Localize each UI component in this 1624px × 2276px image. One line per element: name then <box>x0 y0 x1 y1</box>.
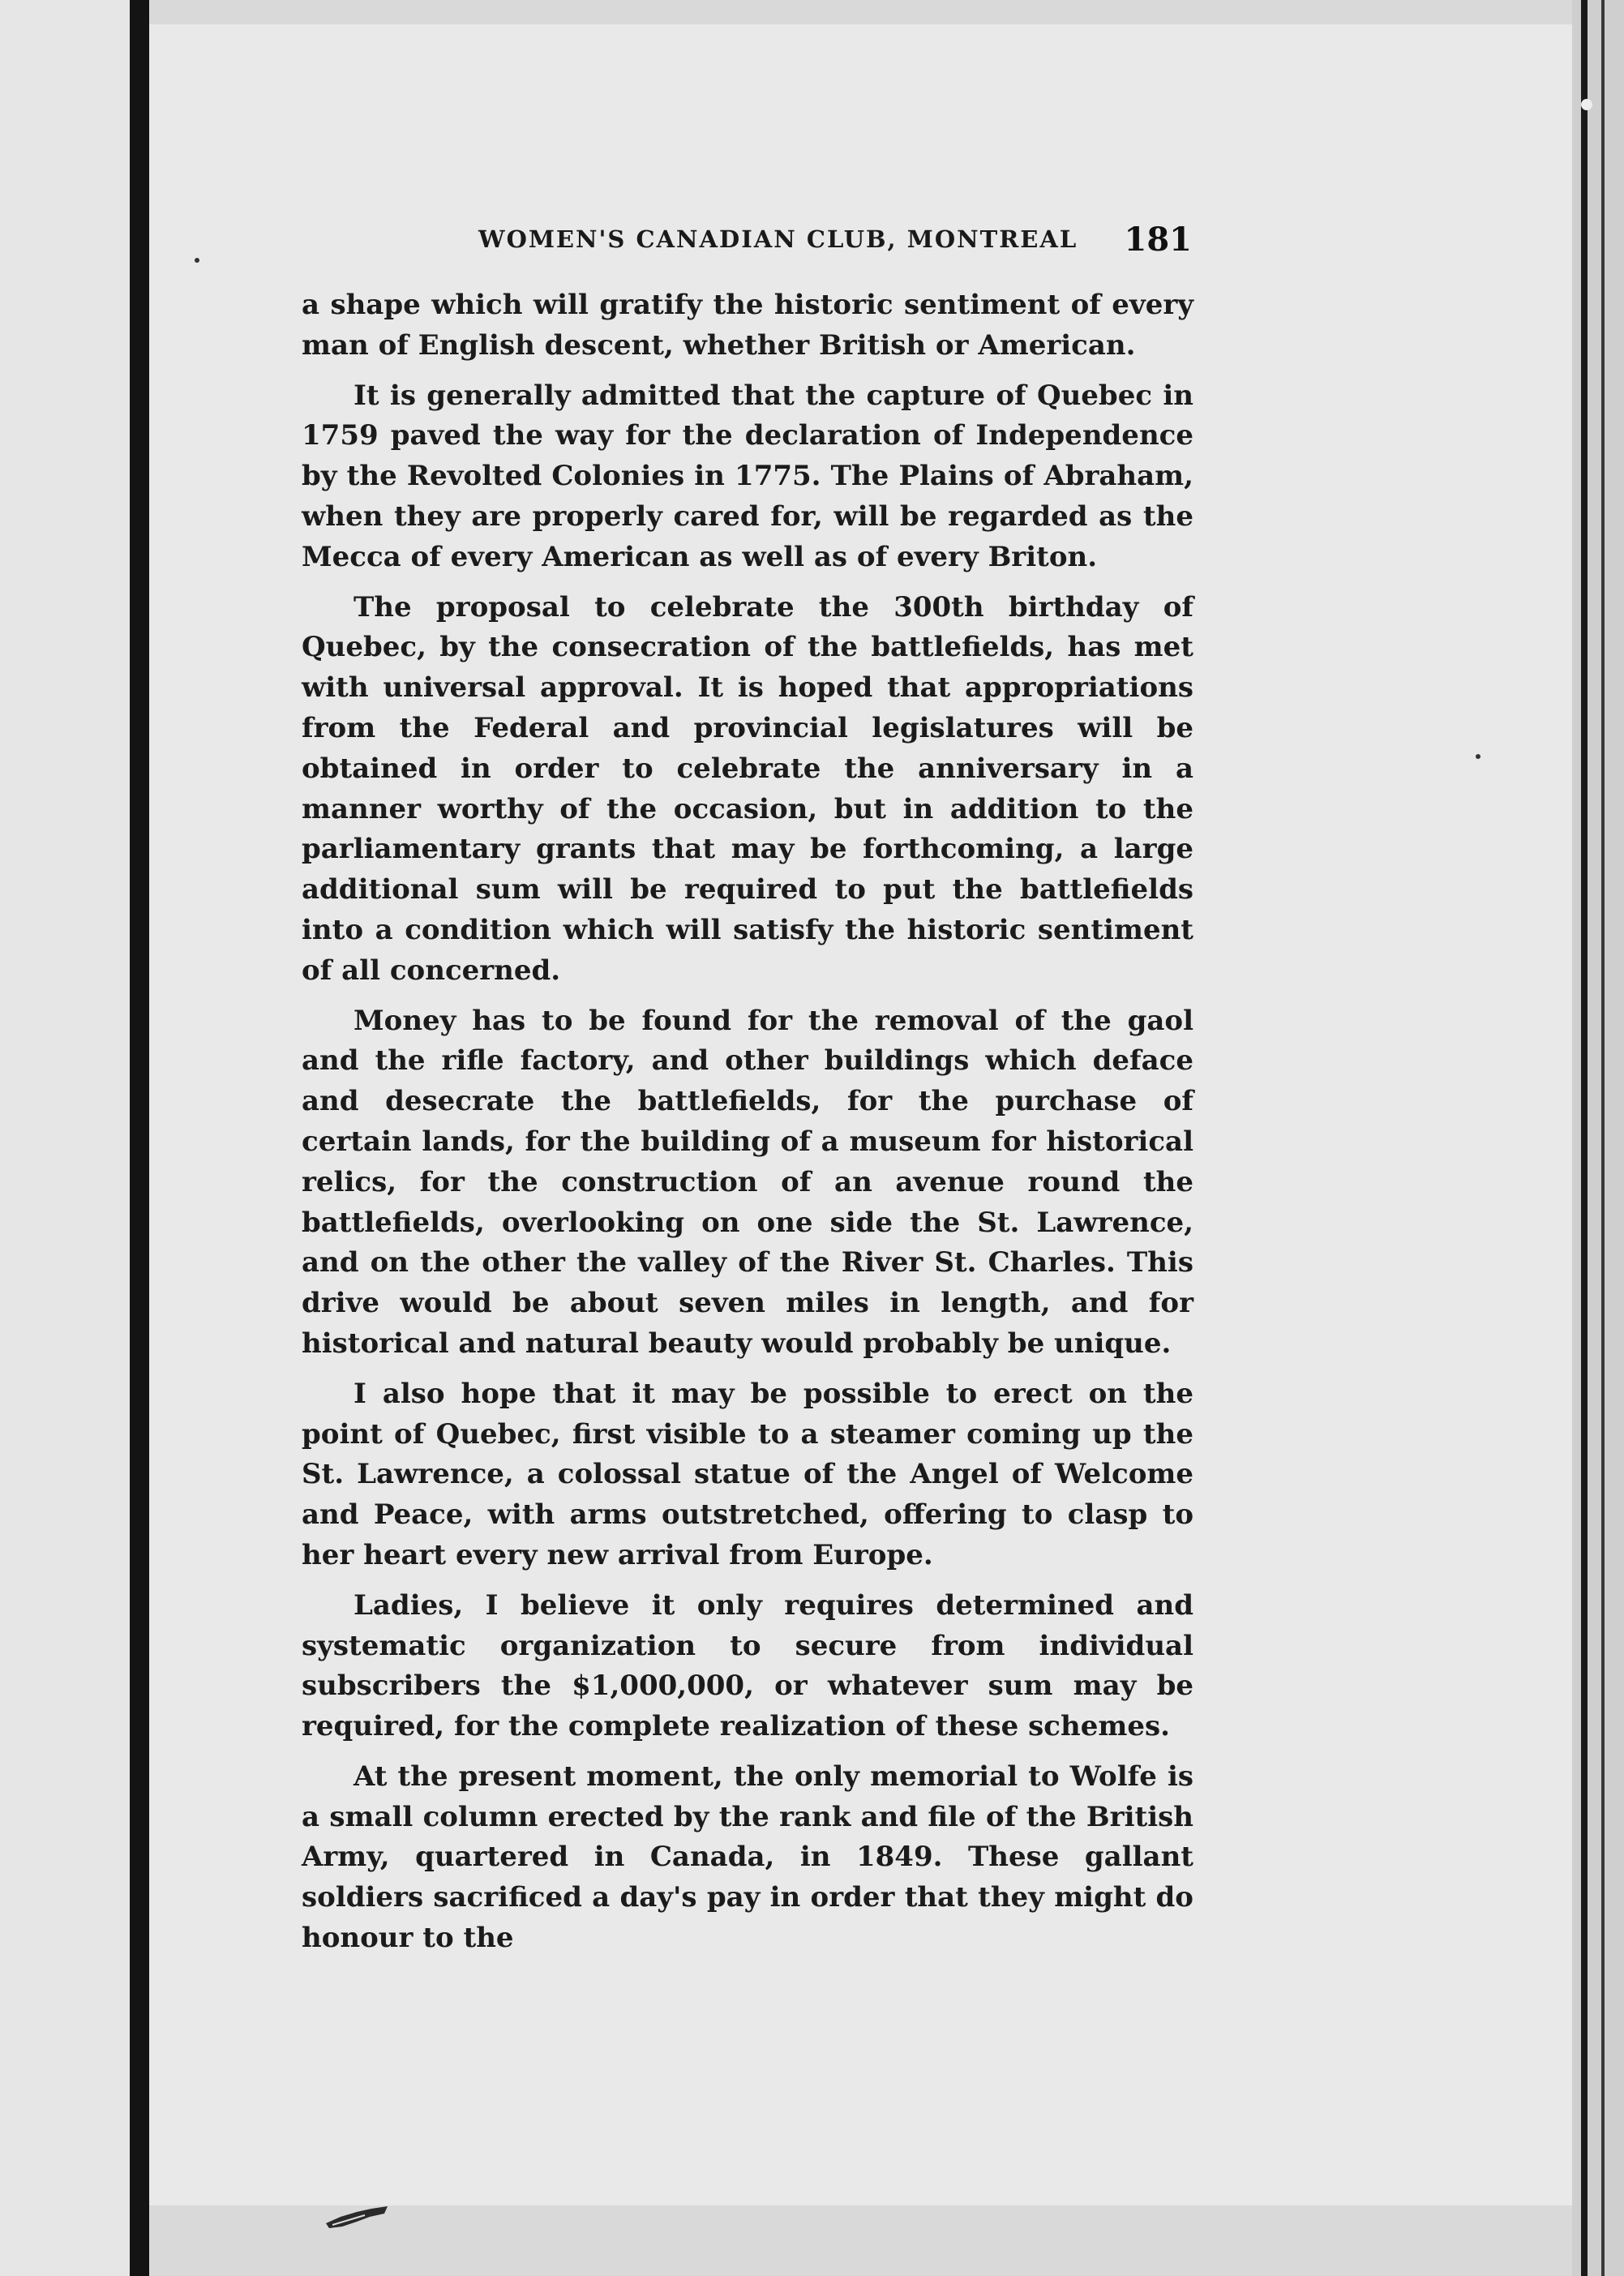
paragraph: The proposal to celebrate the 300th birthday of Quebec, by the consecration of the battlefields, has met with universal approval. It is hoped that appropriations from the Federal and provincial legislatures will be obtained in order to celebrate the anniversary in a manner worthy of the occasion, but in addition to the parliamentary grants that may be forthcoming, a large additional sum will be required to put the battlefields into a condition which will satisfy the historic sentiment of all concerned. <box>302 590 1193 987</box>
paragraph: a shape which will gratify the historic sentiment of every man of English descent, whether British or American. <box>302 289 1193 362</box>
paragraph: Ladies, I believe it only requires determined and systematic organization to secure from individual subscribers the $1,000,000, or whatever sum may be required, for the complete realization of these schemes. <box>302 1588 1193 1743</box>
page-right-edge <box>1572 0 1624 2276</box>
page-number: 181 <box>1124 221 1192 259</box>
scan-speck <box>1581 99 1592 110</box>
page-right-border-inner <box>1601 0 1605 2276</box>
running-title: WOMEN'S CANADIAN CLUB, MONTREAL <box>478 225 1078 253</box>
paragraph: I also hope that it may be possible to erect on the point of Quebec, first visible to a steamer coming up the St. Lawrence, a colossal statue of the Angel of Welcome and Peace, with arms outstretched, offering to clasp to her heart every new arrival from Europe. <box>302 1377 1193 1571</box>
page-header <box>478 221 1192 266</box>
body-text <box>302 285 1193 1969</box>
facing-page-edge <box>0 0 130 2276</box>
scan-speck <box>1476 754 1480 759</box>
paragraph: It is generally admitted that the capture of Quebec in 1759 paved the way for the declaration of Independence by the Revolted Colonies in 1775. The Plains of Abraham, when they are properly cared for, will be regarded as the Mecca of every American as well as of every Briton. <box>302 379 1193 573</box>
paragraph: Money has to be found for the removal of the gaol and the rifle factory, and other buildings which deface and desecrate the battlefields, for the purchase of certain lands, for the building of a museum for historical relics, for the construction of an avenue round the battlefields, overlooking on one side the St. Lawrence, and on the other the valley of the River St. Charles. This drive would be about seven miles in length, and for historical and natural beauty would probably be unique. <box>302 1004 1193 1360</box>
paragraph: At the present moment, the only memorial to Wolfe is a small column erected by the rank and file of the British Army, quartered in Canada, in 1849. These gallant soldiers sacrificed a day's pay in order that they might do honour to the <box>302 1760 1193 1955</box>
scan-speck <box>195 258 199 263</box>
book-spine-shadow <box>130 0 149 2276</box>
scan-smudge <box>324 2204 391 2230</box>
page-right-border <box>1581 0 1588 2276</box>
